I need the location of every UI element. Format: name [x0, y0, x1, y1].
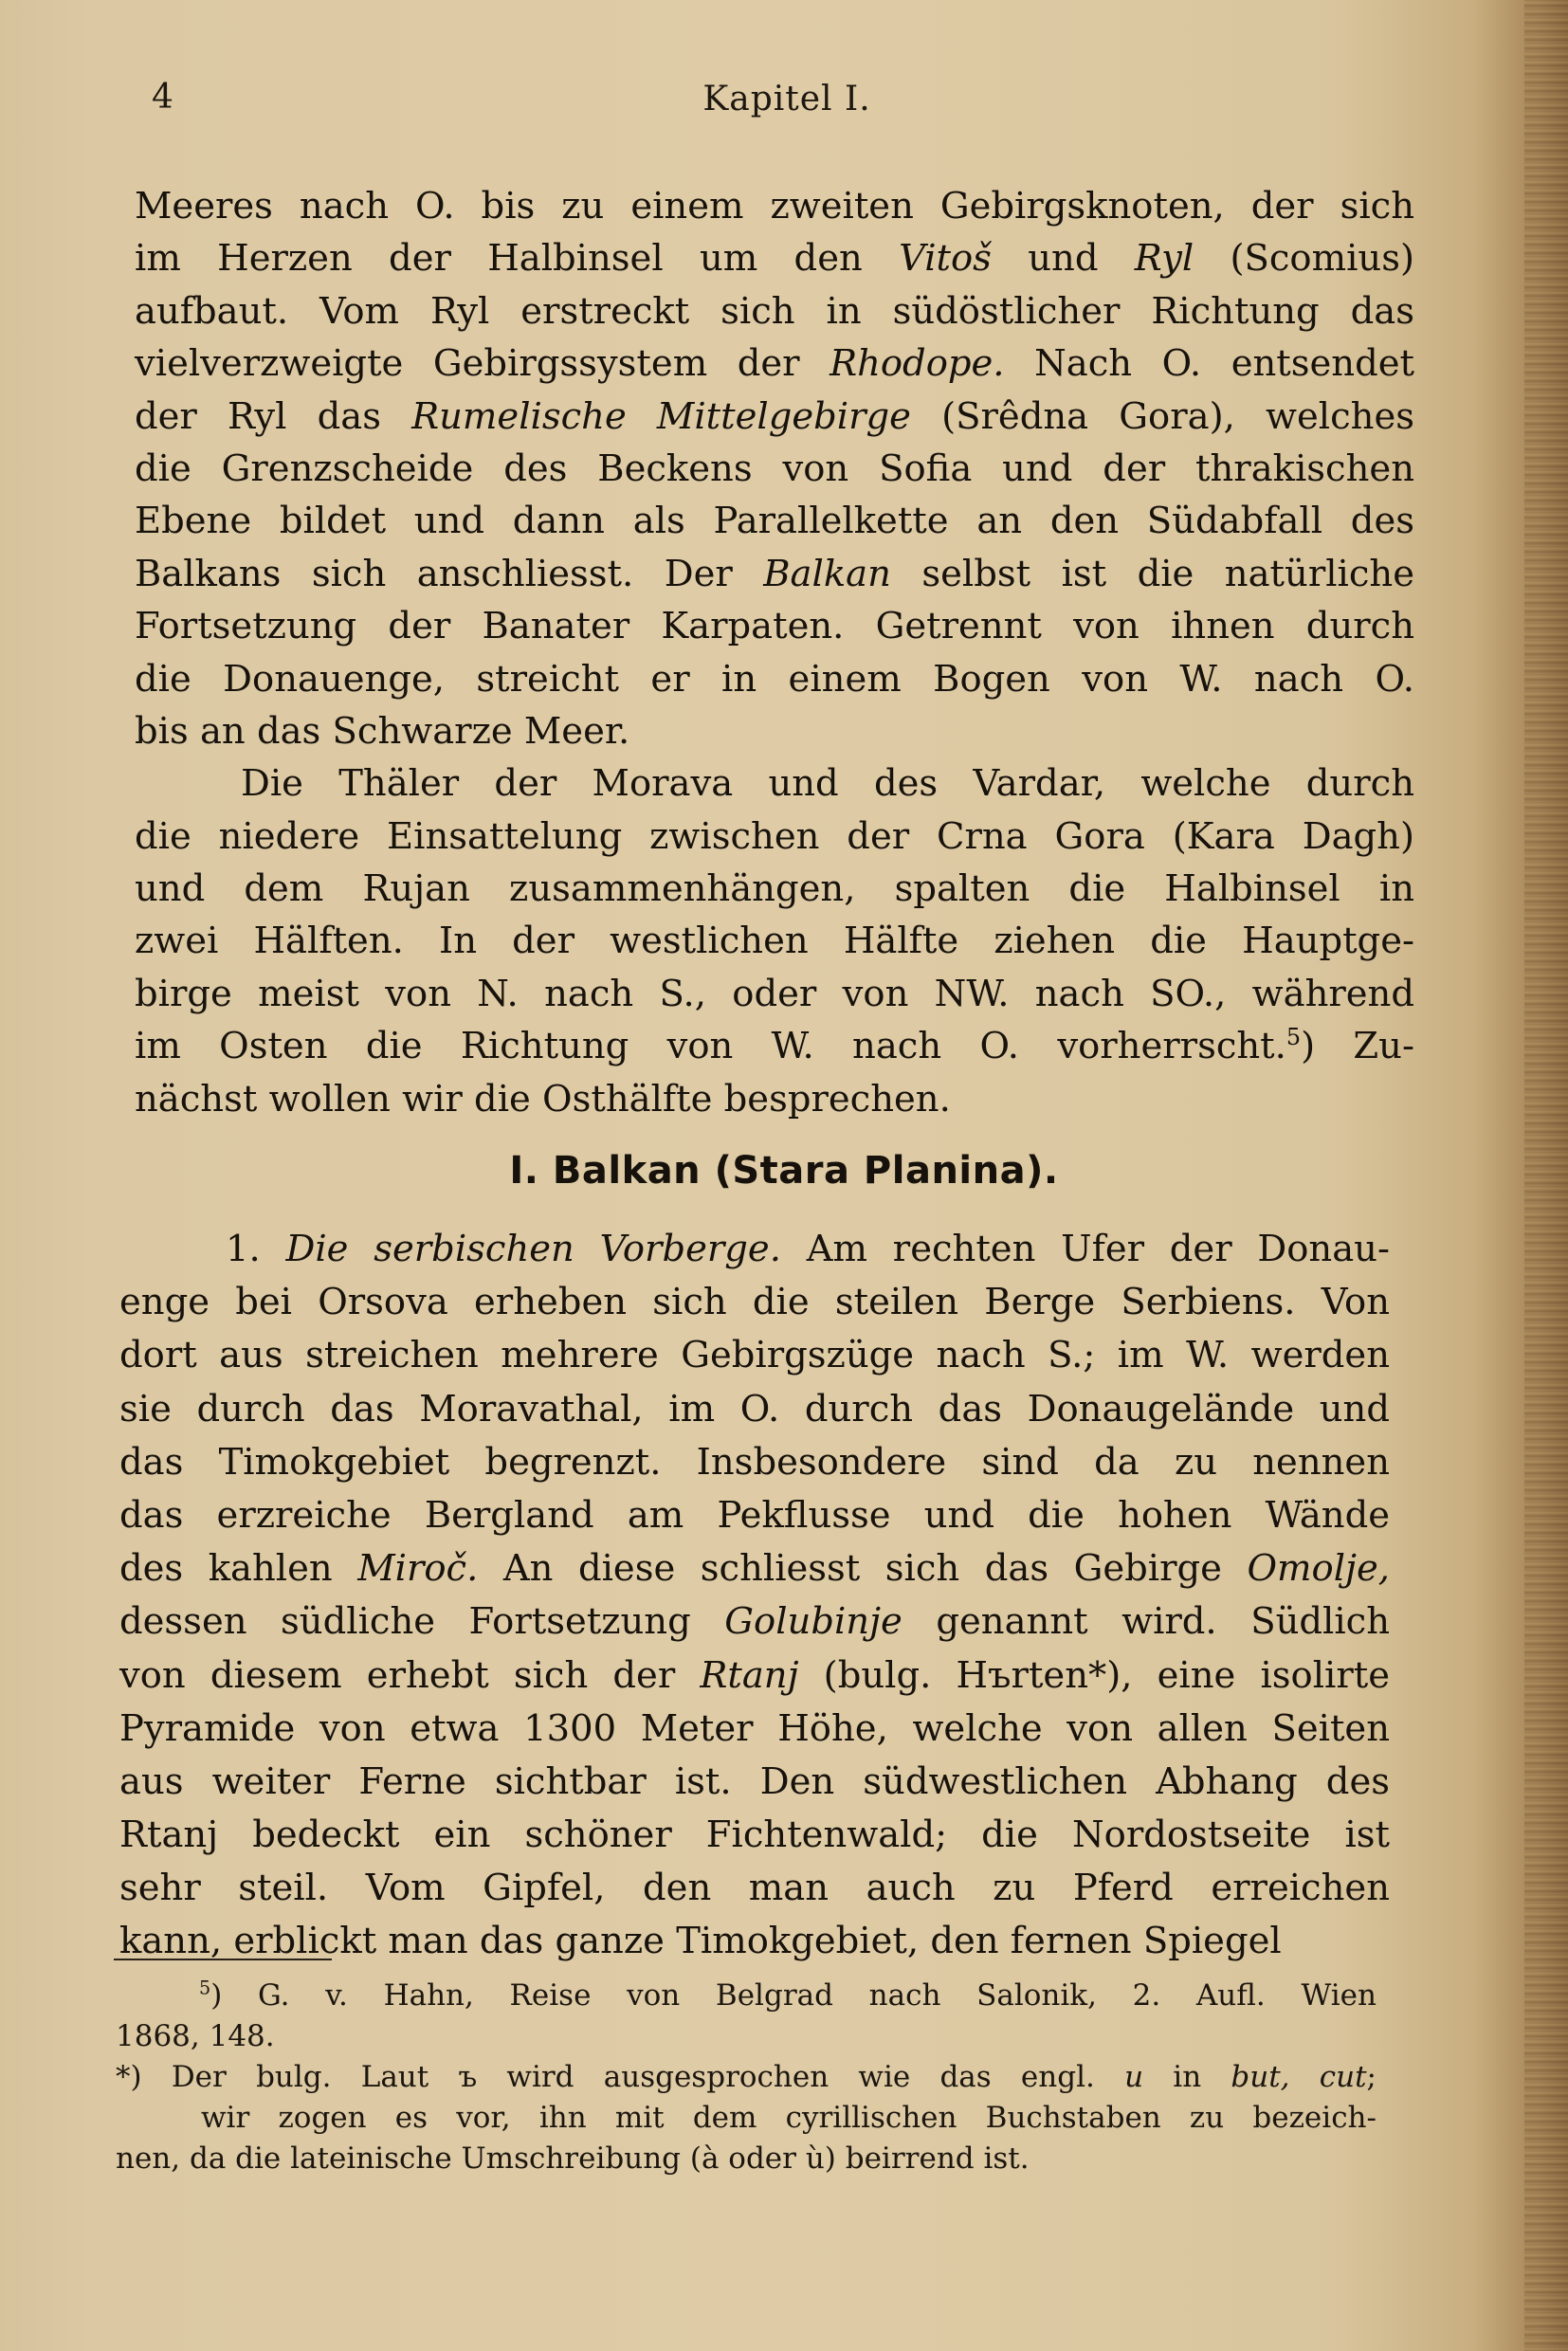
italic-term: Golubinje [724, 1600, 903, 1644]
intro-paragraph [135, 180, 1414, 757]
text-line: Pyramide von etwa 1300 Meter Höhe, welche von allen Seiten [119, 1706, 1390, 1750]
text-line: enge bei Orsova erheben sich die steilen Berge Serbiens. Von [119, 1281, 1390, 1324]
italic-term: Omolje, [1247, 1547, 1390, 1591]
text-line: aufbaut. Vom Ryl erstreckt sich in südöstlicher Richtung das [135, 289, 1414, 333]
section-heading: I. Balkan (Stara Planina). [509, 1149, 1059, 1193]
italic-term: Vitoš [899, 237, 992, 281]
footnote-rule [114, 1959, 332, 1960]
footnote-ref: 5 [1285, 1024, 1302, 1051]
text-line: das Timokgebiet begrenzt. Insbesondere sind da zu nennen [119, 1440, 1390, 1484]
text-line: Die Thäler der Morava und des Vardar, welche durch [241, 762, 1414, 806]
text-line: Fortsetzung der Banater Karpaten. Getrennt von ihnen durch [135, 605, 1414, 648]
chapter-title: Kapitel I. [702, 80, 871, 118]
text-line: nen, da die lateinische Umschreibung (à oder ù) beirrend ist. [116, 2141, 1030, 2176]
italic-term: Rtanj [700, 1653, 799, 1697]
text-line: sie durch das Moravathal, im O. durch das Donaugelände und [119, 1387, 1390, 1431]
italic-term: Rumelische Mittelgebirge [411, 394, 911, 438]
italic-term: u [1124, 2060, 1144, 2094]
text-line: *) Der bulg. Laut ъ wird ausgesprochen wie das engl. u in but, cut; [116, 2060, 1377, 2094]
text-line: Balkans sich anschliesst. Der Balkan selbst ist die natürliche [135, 552, 1414, 595]
text-line: die Grenzscheide des Beckens von Sofia und der thrakischen [135, 447, 1414, 490]
text-line: die niedere Einsattelung zwischen der Crna Gora (Kara Dagh) [135, 814, 1414, 858]
morava-vardar-paragraph [135, 757, 1414, 1125]
italic-term: Miroč. [357, 1547, 479, 1591]
text-line: dessen südliche Fortsetzung Golubinje genannt wird. Südlich [119, 1600, 1390, 1644]
text-line: nächst wollen wir die Osthälfte besprechen. [135, 1077, 951, 1121]
text-line: im Osten die Richtung von W. nach O. vorherrscht.$^5$) Zu- [135, 1024, 1414, 1068]
text-line: dort aus streichen mehrere Gebirgszüge nach S.; im W. werden [119, 1334, 1390, 1377]
footnotes [116, 1976, 1377, 2179]
footnote-ref: 5 [199, 1977, 211, 1999]
text-line: und dem Rujan zusammenhängen, spalten die Halbinsel in [135, 867, 1414, 911]
footnote-star [116, 2057, 1377, 2179]
text-line: im Herzen der Halbinsel um den Vitoš und Ryl (Scomius) [135, 237, 1414, 281]
italic-term: Balkan [763, 552, 891, 595]
italic-term: but, cut [1231, 2060, 1367, 2094]
text-line: die Donauenge, streicht er in einem Bogen von W. nach O. [135, 657, 1414, 701]
text-line: zwei Hälften. In der westlichen Hälfte ziehen die Hauptge- [135, 920, 1414, 963]
italic-term: Ryl [1134, 237, 1194, 281]
text-line: sehr steil. Vom Gipfel, den man auch zu Pferd erreichen [119, 1867, 1390, 1910]
text-line: bis an das Schwarze Meer. [135, 709, 630, 753]
running-head [152, 78, 1422, 125]
text-line: Ebene bildet und dann als Parallelkette an den Südabfall des [135, 500, 1414, 543]
italic-term: Die serbischen Vorberge. [285, 1228, 781, 1270]
text-line: 1868, 148. [116, 2019, 275, 2053]
section-paragraph [119, 1223, 1390, 1969]
italic-term: Rhodope. [830, 342, 1005, 386]
text-line: von diesem erhebt sich der Rtanj (bulg. Hъrten*), eine isolirte [119, 1653, 1390, 1697]
text-line: birge meist von N. nach S., oder von NW. nach SO., während [135, 972, 1414, 1015]
intro-paragraphs [135, 180, 1414, 1125]
text-line: 1. Die serbischen Vorberge. Am rechten Ufer der Donau- [226, 1228, 1390, 1270]
page-number: 4 [152, 78, 173, 117]
text-line: der Ryl das Rumelische Mittelgebirge (Srêdna Gora), welches [135, 394, 1414, 438]
text-line: das erzreiche Bergland am Pekflusse und die hohen Wände [119, 1493, 1390, 1537]
text-line: kann, erblickt man das ganze Timokgebiet, den fernen Spiegel [119, 1920, 1282, 1963]
text-line: wir zogen es vor, ihn mit dem cyrillischen Buchstaben zu bezeich- [201, 2101, 1377, 2135]
footnote-5 [116, 1976, 1377, 2057]
text-line: Meeres nach O. bis zu einem zweiten Gebirgsknoten, der sich [135, 185, 1414, 228]
text-line: vielverzweigte Gebirgssystem der Rhodope. Nach O. entsendet [135, 342, 1414, 386]
text-line: des kahlen Miroč. An diese schliesst sich das Gebirge Omolje, [119, 1547, 1390, 1591]
text-line: Rtanj bedeckt ein schöner Fichtenwald; die Nordostseite ist [119, 1813, 1390, 1857]
text-line: aus weiter Ferne sichtbar ist. Den südwestlichen Abhang des [119, 1759, 1390, 1803]
text-line: $^5$) G. v. Hahn, Reise von Belgrad nach Salonik, 2. Aufl. Wien [199, 1977, 1377, 2013]
